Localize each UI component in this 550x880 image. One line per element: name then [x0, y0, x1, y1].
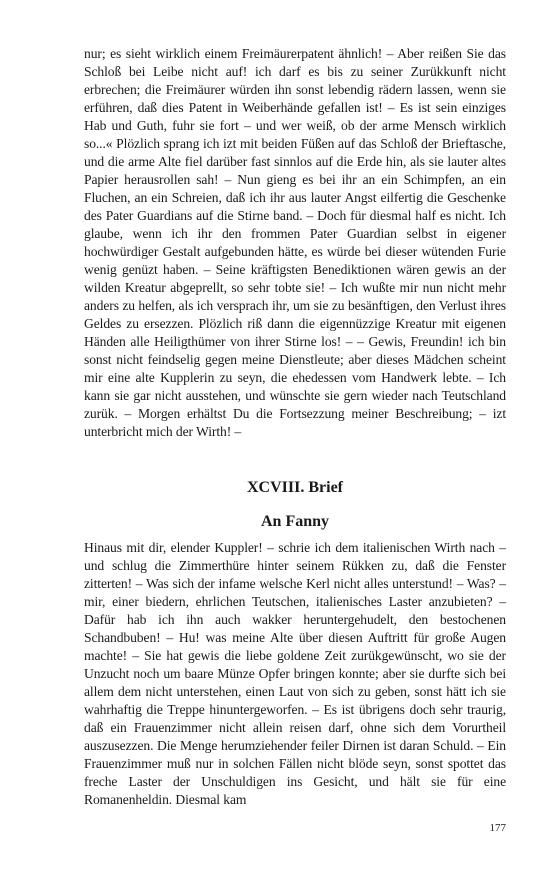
paragraph: Hinaus mit dir, elender Kuppler! – schrie ich dem italienischen Wirth nach – und schlug die Zimmerthüre hinter seinem Rükken zu, daß die Fenster zitterten! – Was sich der infame welsche Kerl nicht alles unterstund! – Was? – mir, einer biedern, ehrlichen Teutschen, italienisches Laster anzubieten? – Dafür hab ich ihn auch wakker heruntergehudelt, den bestochenen Schandbuben! – Hu! was meine Alte über diesen Auftritt für große Augen machte! – Sie hat gewis die liebe goldene Zeit zurükgewünscht, wo sie der Unzucht noch um baare Münze Opfer bringen konnte; aber sie durfte sich bei allem dem nicht unterstehen, einen Laut von sich zu geben, sonst hätt ich sie wahrhaftig die Treppe hinuntergeworfen. – Es ist übrigens doch sehr traurig, daß ein Frauenzimmer nicht allein reisen darf, ohne sich dem Vorurtheil auszusezzen. Die Menge herumziehender feiler Dirnen ist daran Schuld. – Ein Frauenzimmer muß nur in solchen Fällen nicht blöde seyn, sonst spottet das freche Laster der Unschuldigen ins Gesicht, und hält sie für eine Romanenheldin. Diesmal kam	[84, 540, 506, 807]
letter-text	[84, 539, 506, 809]
letter-recipient: An Fanny	[260, 513, 330, 530]
paragraph: nur; es sieht wirklich einem Freimäurerpatent ähnlich! – Aber reißen Sie das Schloß bei Leibe nicht auf! ich darf es bis zu seiner Zurükkunft nicht erbrechen; die Freimäurer würden ihn sonst lebendig rädern lassen, wenn sie erführen, daß dies Patent in Weiberhände gefallen ist! – Es ist sein einziges Hab und Guth, fuhr sie fort – und wer weiß, ob der arme Mensch wirklich so...« Plözlich sprang ich izt mit beiden Füßen auf das Schloß der Brieftasche, und die arme Alte fiel darüber fast sinnlos auf die Erde hin, als sie lauter altes Papier herausrollen sah! – Nun gieng es bei ihr an ein Schimpfen, an ein Fluchen, an ein Schreien, daß ich ihr aus lauter Angst eilfertig die Geschenke des Pater Guardians auf die Stirne band. – Doch für diesmal half es nicht. Ich glaube, wenn ich ihr den frommen Pater Guardian selbst in eigener hochwürdiger Gestalt aufgebunden hätte, es würde bei dieser wütenden Furie wenig genüzt haben. – Seine kräftigsten Benediktionen wären gewis an der wilden Kreatur abgeprellt, so sehr tobte sie! – Ich wußte mir nun nicht mehr anders zu helfen, als ich versprach ihr, um sie zu besänftigen, den Verlust ihres Geldes zu ersezzen. Plözlich riß dann die eigennüzzige Kreatur mit eigenen Händen alle Heiligthümer von ihrer Stirne los! – – Gewis, Freundin! ich bin sonst nicht feindselig gegen meine Dienstleute; aber dieses Mädchen scheint mir eine alte Kupplerin zu seyn, die ehedessen vom Handwerk lebte. – Ich kann sie gar nicht ausstehen, und wünschte sie gern wieder nach Teutschland zurük. – Morgen erhältst Du die Fortsezzung meiner Beschreibung; – izt unterbricht mich der Wirth! –	[84, 46, 506, 439]
previous-letter-text	[84, 45, 506, 441]
letter-title: XCVIII. Brief	[247, 479, 343, 496]
page-number: 177	[489, 822, 506, 834]
